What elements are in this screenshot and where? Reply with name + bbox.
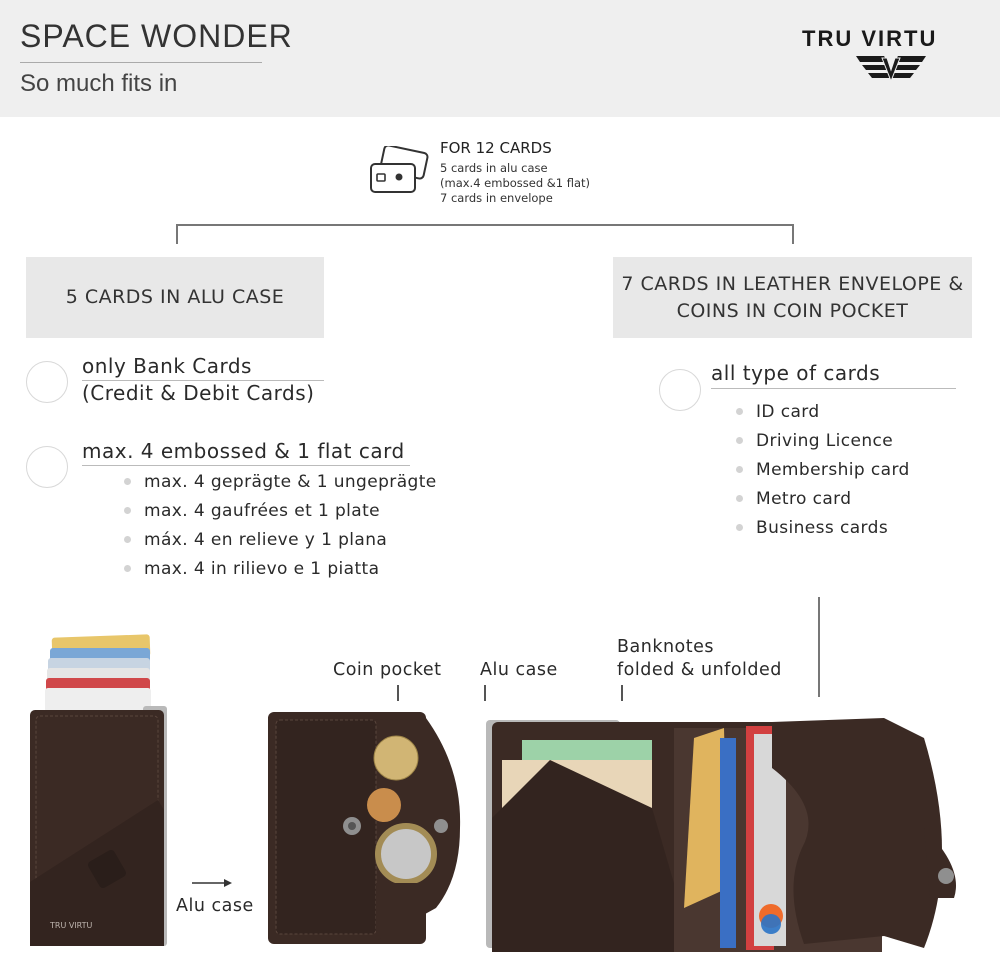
list-item-text: Driving Licence [756,430,894,451]
list-item [736,484,910,513]
arrow-right-icon [192,878,234,888]
title-divider [20,62,262,63]
bank-cards-sublabel: (Credit & Debit Cards) [82,381,315,405]
list-item-text: Membership card [756,459,910,480]
label-underline [82,465,410,466]
bracket-right-tick [792,224,794,244]
all-cards-label: all type of cards [711,361,881,385]
overview-line: 7 cards in envelope [440,191,553,205]
cards-icon [368,146,434,196]
list-item [736,513,910,542]
label-underline [711,388,956,389]
list-item [124,496,437,525]
list-item [736,455,910,484]
list-item-text: max. 4 gaufrées et 1 plate [144,500,381,521]
leather-envelope-box-line: COINS IN COIN POCKET [676,299,909,322]
bullet-icon [736,466,743,473]
caption-pointer [397,685,399,701]
list-item-text: max. 4 in rilievo e 1 piatta [144,558,380,579]
bullet-icon [124,565,131,572]
list-item-text: ID card [756,401,820,422]
list-item-text: max. 4 geprägte & 1 ungeprägte [144,471,437,492]
banknotes-caption-sub: folded & unfolded [617,660,782,680]
open-wallet-image [484,708,970,956]
list-item-text: máx. 4 en relieve y 1 plana [144,529,388,550]
page-title: SPACE WONDER [20,18,293,54]
bullet-icon [124,478,131,485]
list-item [124,554,437,583]
check-circle-icon [659,369,701,411]
list-item-text: Metro card [756,488,852,509]
alu-case-box-title: 5 CARDS IN ALU CASE [65,286,285,308]
wallet-brand-text: TRU VIRTU [50,921,93,930]
leather-envelope-box-line: 7 CARDS IN LEATHER ENVELOPE & [621,272,964,295]
bullet-icon [736,495,743,502]
overview-line: 5 cards in alu case [440,161,548,175]
alu-case-caption: Alu case [480,660,558,680]
bracket-line [176,224,794,226]
alu-case-box [26,257,324,338]
bank-cards-label: only Bank Cards [82,354,252,378]
embossed-label: max. 4 embossed & 1 flat card [82,439,405,463]
list-item [124,467,437,496]
leather-envelope-box [613,257,972,338]
connector-line [818,597,820,697]
bullet-icon [736,408,743,415]
caption-pointer [484,685,486,701]
coin-pocket-wallet-image [266,708,466,948]
tru-virtu-logo-icon [856,54,926,82]
check-circle-icon [26,446,68,488]
list-item-text: Business cards [756,517,889,538]
bullet-icon [124,536,131,543]
card-types-list [736,397,910,542]
bullet-icon [736,437,743,444]
list-item [736,426,910,455]
overview-heading: FOR 12 CARDS [440,139,552,157]
bullet-icon [736,524,743,531]
banknotes-caption: Banknotes [617,637,714,657]
closed-wallet-image [28,632,170,950]
list-item [124,525,437,554]
check-circle-icon [26,361,68,403]
bracket-left-tick [176,224,178,244]
list-item [736,397,910,426]
page-subtitle: So much fits in [20,70,178,97]
caption-pointer [621,685,623,701]
bullet-icon [124,507,131,514]
embossed-bullet-list [124,467,437,583]
coin-pocket-caption: Coin pocket [333,660,442,680]
brand-name: TRU VIRTU [802,26,938,51]
overview-line: (max.4 embossed &1 flat) [440,176,591,190]
arrow-caption: Alu case [176,896,254,916]
